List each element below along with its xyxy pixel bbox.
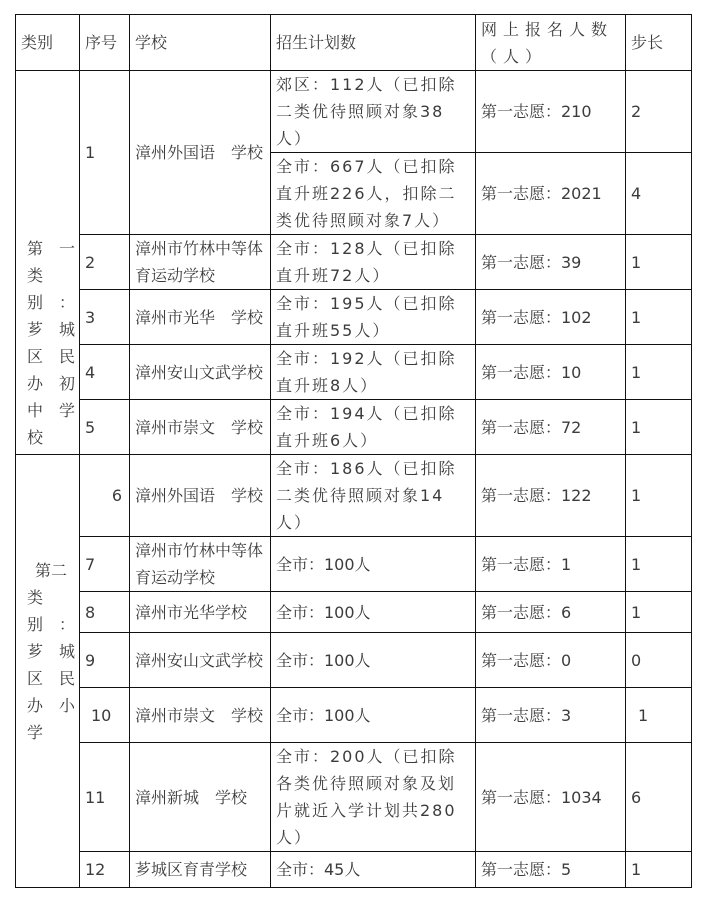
header-category: 类别 [16, 15, 80, 71]
school-cell: 漳州市光华学校 [130, 592, 271, 633]
table-row [16, 400, 692, 455]
school-cell: 漳州市崇文 学校 [130, 400, 271, 455]
table-row [16, 290, 692, 345]
plan-cell: 全市：200人（已扣除各类优待照顾对象及划片就近入学计划共280人） [271, 743, 476, 852]
step-cell: 6 [626, 743, 692, 852]
plan-cell: 全市：194人（已扣除直升班6人） [271, 400, 476, 455]
school-cell: 漳州市光华 学校 [130, 290, 271, 345]
table-row [16, 345, 692, 400]
category-cell-1 [16, 71, 80, 455]
seq-cell: 7 [80, 537, 130, 592]
school-cell: 漳州外国语 学校 [130, 455, 271, 537]
header-school: 学校 [130, 15, 271, 71]
school-cell: 漳州安山文武学校 [130, 633, 271, 688]
admissions-table [15, 14, 692, 888]
school-cell: 漳州新城 学校 [130, 743, 271, 852]
plan-cell: 全市：186人（已扣除二类优待照顾对象14人） [271, 455, 476, 537]
plan-cell: 全市：667人（已扣除直升班226人，扣除二类优待照顾对象7人） [271, 153, 476, 235]
plan-cell: 全市：100人 [271, 537, 476, 592]
seq-cell: 5 [80, 400, 130, 455]
applicants-cell: 第一志愿：122 [476, 455, 626, 537]
plan-cell: 郊区：112人（已扣除二类优待照顾对象38人） [271, 71, 476, 153]
table-row [16, 537, 692, 592]
step-cell: 1 [626, 290, 692, 345]
school-cell: 漳州安山文武学校 [130, 345, 271, 400]
school-cell: 漳州市竹林中等体育运动学校 [130, 235, 271, 290]
applicants-cell: 第一志愿：3 [476, 688, 626, 743]
table-row [16, 235, 692, 290]
seq-cell: 12 [80, 852, 130, 888]
plan-cell: 全市：128人（已扣除直升班72人） [271, 235, 476, 290]
category-text-1: 第 一 类 别 ： 芗 城 区 民 办 初 中 学 校 [26, 239, 75, 447]
applicants-cell: 第一志愿：2021 [476, 153, 626, 235]
step-cell: 1 [626, 455, 692, 537]
seq-cell: 3 [80, 290, 130, 345]
category-cell-2 [16, 455, 80, 888]
header-step: 步长 [626, 15, 692, 71]
step-cell: 2 [626, 71, 692, 153]
table-row [16, 455, 692, 537]
school-cell: 漳州外国语 学校 [130, 71, 271, 235]
applicants-cell: 第一志愿：10 [476, 345, 626, 400]
seq-cell: 2 [80, 235, 130, 290]
plan-cell: 全市：192人（已扣除直升班8人） [271, 345, 476, 400]
applicants-cell: 第一志愿：1034 [476, 743, 626, 852]
applicants-cell: 第一志愿：0 [476, 633, 626, 688]
step-cell: 4 [626, 153, 692, 235]
category-first-line-2: 第二 [35, 560, 68, 580]
header-seq: 序号 [80, 15, 130, 71]
header-applicants: 网上报名人数（人） [476, 15, 626, 71]
plan-cell: 全市：45人 [271, 852, 476, 888]
plan-cell: 全市：100人 [271, 592, 476, 633]
table-row [16, 688, 692, 743]
school-cell: 漳州市崇文 学校 [130, 688, 271, 743]
table-row [16, 852, 692, 888]
seq-cell: 9 [80, 633, 130, 688]
header-row [16, 15, 692, 71]
applicants-cell: 第一志愿：39 [476, 235, 626, 290]
table-row [16, 592, 692, 633]
applicants-cell: 第一志愿：1 [476, 537, 626, 592]
step-cell: 1 [626, 592, 692, 633]
step-cell: 1 [626, 345, 692, 400]
step-cell: 1 [626, 688, 692, 743]
school-cell: 漳州市竹林中等体育运动学校 [130, 537, 271, 592]
seq-cell: 6 [80, 455, 130, 537]
header-plan: 招生计划数 [271, 15, 476, 71]
table-row [16, 71, 692, 153]
seq-cell: 10 [80, 688, 130, 743]
step-cell: 1 [626, 235, 692, 290]
step-cell: 1 [626, 537, 692, 592]
applicants-cell: 第一志愿：6 [476, 592, 626, 633]
seq-cell: 8 [80, 592, 130, 633]
applicants-cell: 第一志愿：210 [476, 71, 626, 153]
table-row [16, 633, 692, 688]
seq-cell: 1 [80, 71, 130, 235]
applicants-cell: 第一志愿：5 [476, 852, 626, 888]
table-row [16, 743, 692, 852]
plan-cell: 全市：195人（已扣除直升班55人） [271, 290, 476, 345]
plan-cell: 全市：100人 [271, 688, 476, 743]
step-cell: 1 [626, 400, 692, 455]
seq-cell: 11 [80, 743, 130, 852]
applicants-cell: 第一志愿：72 [476, 400, 626, 455]
seq-cell: 4 [80, 345, 130, 400]
step-cell: 0 [626, 633, 692, 688]
plan-cell: 全市：100人 [271, 633, 476, 688]
step-cell: 1 [626, 852, 692, 888]
category-text-2: 类 别 ： 芗 城 区 民 办 小 学 [26, 587, 75, 742]
applicants-cell: 第一志愿：102 [476, 290, 626, 345]
school-cell: 芗城区育青学校 [130, 852, 271, 888]
